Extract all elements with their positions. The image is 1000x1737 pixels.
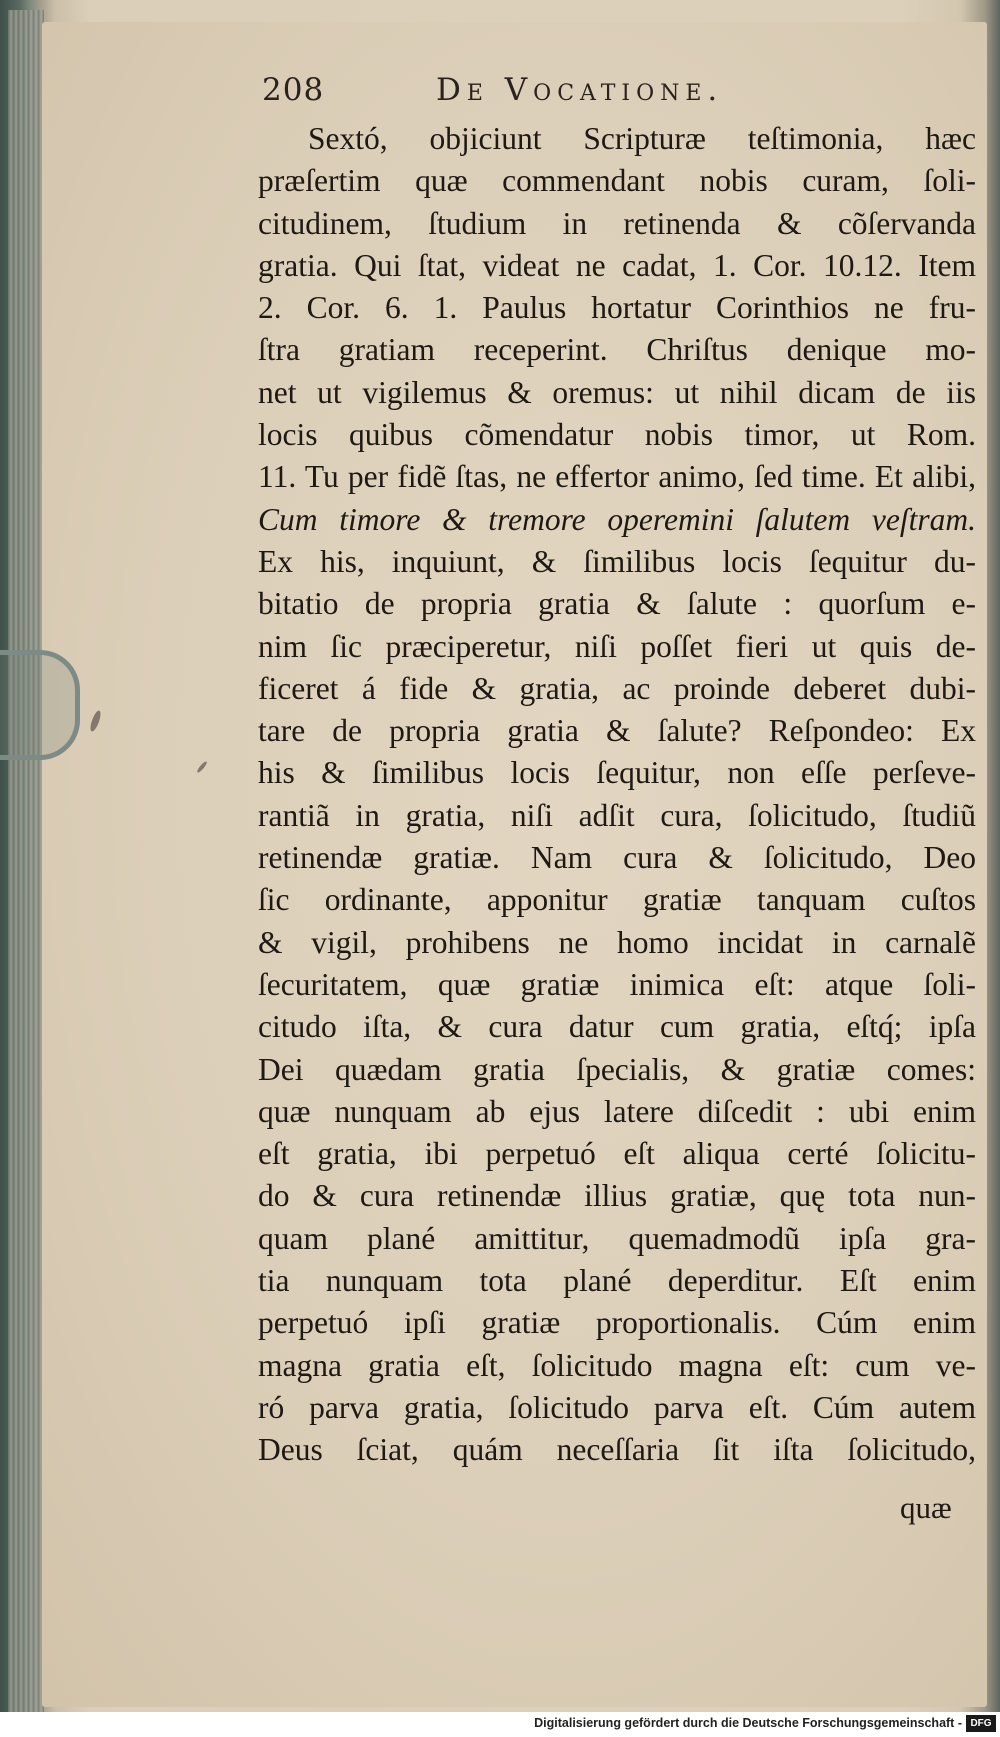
text-line: do & cura retinendæ illius gratiæ, quę tota nun- [258, 1178, 976, 1214]
text-line: Sextó, objiciunt Scripturæ teſtimonia, hæc [308, 121, 976, 156]
text-line: nim ſic præciperetur, niſi poſſet fieri ut quis de- [258, 628, 976, 664]
text-line: quam plané amittitur, quemadmodũ ipſa gra- [258, 1220, 976, 1256]
text-line: magna gratia eſt, ſolicitudo magna eſt: cum ve- [258, 1347, 976, 1383]
body-text [258, 118, 976, 1472]
text-line: perpetuó ipſi gratiæ proportionalis. Cúm enim [258, 1305, 976, 1341]
text-line: net ut vigilemus & oremus: ut nihil dicam de iis [258, 374, 976, 410]
text-line: ſecuritatem, quæ gratiæ inimica eſt: atque ſoli- [258, 966, 976, 1002]
text-line: his & ſimilibus locis ſequitur, non eſſe perſeve- [258, 755, 976, 791]
text-line: tia nunquam tota plané deperditur. Eſt enim [258, 1263, 976, 1299]
text-line: Cum timore & tremore operemini ſalutem veſtram. [258, 501, 976, 537]
text-line: præſertim quæ commendant nobis curam, ſoli- [258, 163, 976, 199]
catchword: quæ [900, 1490, 952, 1525]
text-line: citudo iſta, & cura datur cum gratia, eſtq́; ipſa [258, 1009, 976, 1045]
text-line: quæ nunquam ab ejus latere diſcedit : ubi enim [258, 1093, 976, 1129]
text-line: tare de propria gratia & ſalute? Reſpondeo: Ex [258, 713, 976, 749]
text-line: Deus ſciat, quám neceſſaria ſit iſta ſolicitudo, [258, 1432, 976, 1468]
running-head [262, 72, 862, 118]
footer-bar [0, 1712, 1000, 1737]
book-fore-edge [8, 10, 44, 1715]
text-line: rantiã in gratia, niſi adſit cura, ſolicitudo, ſtudiũ [258, 797, 976, 833]
page-number: 208 [262, 72, 325, 108]
text-line: ſic ordinante, apponitur gratiæ tanquam cuſtos [258, 882, 976, 918]
text-line: ró parva gratia, ſolicitudo parva eſt. Cúm autem [258, 1389, 976, 1425]
text-line: locis quibus cõmendatur nobis timor, ut Rom. [258, 417, 976, 453]
text-line: 2. Cor. 6. 1. Paulus hortatur Corinthios ne fru- [258, 290, 976, 326]
page-clip [0, 650, 80, 760]
footer-credit: Digitalisierung gefördert durch die Deutsche Forschungsgemeinschaft - [534, 1716, 962, 1730]
text-line: eſt gratia, ibi perpetuó eſt aliqua certé ſolicitu- [258, 1136, 976, 1172]
text-line: gratia. Qui ſtat, videat ne cadat, 1. Cor. 10.12. Item [258, 247, 976, 283]
text-line: bitatio de propria gratia & ſalute : quorſum e- [258, 586, 976, 622]
text-line: Dei quædam gratia ſpecialis, & gratiæ comes: [258, 1051, 976, 1087]
section-title: De Vocatione. [436, 72, 724, 108]
text-line: Ex his, inquiunt, & ſimilibus locis ſequitur du- [258, 543, 976, 579]
text-line: citudinem, ſtudium in retinenda & cõſervanda [258, 205, 976, 241]
text-line: 11. Tu per fidẽ ſtas, ne effertor animo, ſed time. Et alibi, [258, 459, 976, 495]
text-line: ſtra gratiam receperint. Chriſtus denique mo- [258, 332, 976, 368]
dfg-logo: DFG [966, 1715, 996, 1732]
text-line: retinendæ gratiæ. Nam cura & ſolicitudo, Deo [258, 840, 976, 876]
text-line: & vigil, prohibens ne homo incidat in carnalẽ [258, 924, 976, 960]
text-line: ficeret á fide & gratia, ac proinde deberet dubi- [258, 670, 976, 706]
